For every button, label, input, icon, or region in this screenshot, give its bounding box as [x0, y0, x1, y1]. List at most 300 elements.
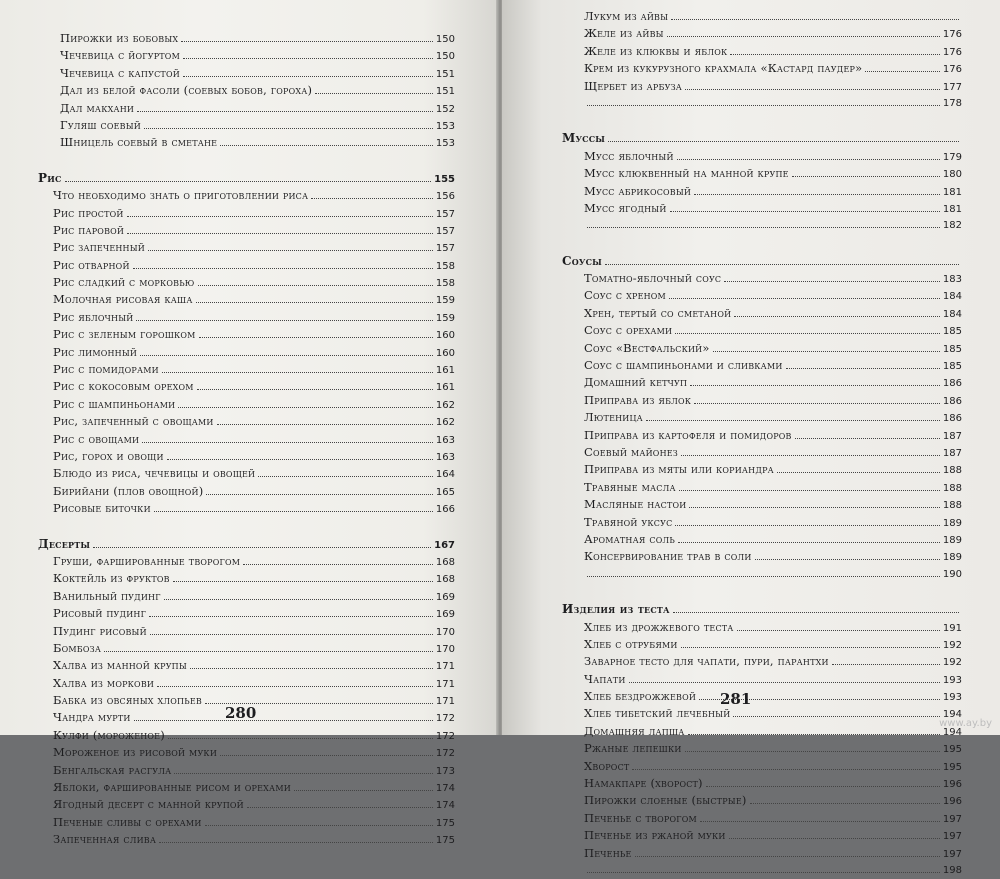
toc-entry	[562, 705, 962, 722]
toc-entry-title: Печеные сливы с орехами	[53, 814, 202, 829]
toc-entry	[38, 65, 455, 82]
toc-page-number: 191	[942, 622, 962, 634]
toc-entry-title: Мусс клюквенный на манной крупе	[584, 166, 789, 181]
toc-page-number: 175	[435, 835, 455, 847]
toc-entry-title: Консервирование трав в соли	[584, 549, 752, 564]
toc-entry	[562, 688, 962, 705]
dot-leader	[694, 403, 940, 404]
toc-entry	[38, 361, 455, 378]
toc-entry-title: Рис, запеченный с овощами	[53, 414, 214, 429]
toc-entry-title: Масляные настои	[584, 497, 687, 512]
toc-page-number: 164	[435, 469, 455, 481]
toc-page-number: 157	[435, 208, 455, 220]
toc-entry-title: Яблоки, фаршированные рисом и орехами	[53, 780, 291, 795]
toc-entry-title: Лютеница	[584, 410, 643, 425]
dot-leader	[217, 424, 433, 425]
toc-entry-title: Печенье с творогом	[584, 810, 697, 825]
toc-entry	[38, 762, 455, 779]
toc-entry	[38, 257, 455, 274]
toc-entry-title: Рис отварной	[53, 257, 130, 272]
toc-page-number: 153	[435, 138, 455, 150]
toc-entry	[38, 291, 455, 308]
toc-entry-title: Пирожки слоеные (быстрые)	[584, 793, 747, 808]
dot-leader	[587, 872, 940, 873]
toc-entry	[562, 78, 962, 95]
dot-leader	[677, 159, 940, 160]
toc-page-number: 161	[435, 382, 455, 394]
toc-entry	[38, 309, 455, 326]
toc-page-number: 183	[942, 274, 962, 286]
toc-entry	[38, 779, 455, 796]
toc-entry	[38, 744, 455, 761]
toc-entry-title: Ржаные лепешки	[584, 741, 682, 756]
toc-entry-title: Соус «Вестфальский»	[584, 340, 710, 355]
toc-page-number: 188	[942, 465, 962, 477]
toc-page-number: 192	[942, 657, 962, 669]
dot-leader	[673, 612, 959, 613]
toc-entry	[38, 675, 455, 692]
toc-page-number: 162	[435, 417, 455, 429]
toc-entry-title: Хлеб из дрожжевого теста	[584, 619, 734, 634]
toc-page-number: 169	[435, 591, 455, 603]
toc-entry-title: Домашняя лапша	[584, 723, 685, 738]
toc-entry-title: Ягодный десерт с манной крупой	[53, 797, 244, 812]
toc-entry-title: Рис с овощами	[53, 431, 140, 446]
dot-leader	[685, 89, 940, 90]
toc-entry	[38, 274, 455, 291]
toc-page-number: 185	[942, 361, 962, 373]
dot-leader	[733, 716, 940, 717]
toc-entry-title: Рис с помидорами	[53, 362, 159, 377]
toc-page-number: 159	[435, 295, 455, 307]
toc-page-number: 186	[942, 413, 962, 425]
toc-entry	[562, 427, 962, 444]
dot-leader	[104, 651, 433, 652]
toc-entry	[38, 796, 455, 813]
toc-entry	[38, 396, 455, 413]
toc-entry-title: Муссы	[562, 131, 606, 146]
toc-entry-title: Рисовые биточки	[53, 501, 151, 516]
toc-entry	[562, 322, 962, 339]
toc-page-number: 198	[942, 864, 962, 876]
dot-leader	[685, 751, 940, 752]
toc-entry-title: Бенгальская расгула	[53, 762, 172, 777]
toc-page-number: 177	[942, 81, 962, 93]
dot-leader	[144, 128, 433, 129]
toc-entry	[562, 862, 962, 879]
toc-entry	[562, 305, 962, 322]
dot-leader	[700, 821, 940, 822]
toc-entry-title: Соевый майонез	[584, 444, 678, 459]
right-toc-list	[562, 8, 962, 879]
dot-leader	[137, 111, 433, 112]
toc-entry	[562, 845, 962, 862]
toc-page-number: 176	[942, 64, 962, 76]
toc-page-number: 170	[435, 626, 455, 638]
dot-leader	[93, 547, 431, 548]
toc-entry-title: Груши, фаршированные творогом	[53, 553, 241, 568]
toc-entry-title: Рис с кокосовым орехом	[53, 379, 194, 394]
toc-entry-title: Дал из белой фасоли (соевых бобов, гороха)	[60, 83, 313, 98]
toc-entry-title: Мусс яблочный	[584, 148, 674, 163]
toc-page-number: 189	[942, 517, 962, 529]
dot-leader	[777, 472, 940, 473]
toc-entry	[562, 444, 962, 461]
right-page	[502, 0, 1000, 876]
dot-leader	[667, 36, 940, 37]
dot-leader	[865, 71, 940, 72]
dot-leader	[678, 542, 940, 543]
toc-page-number: 160	[435, 330, 455, 342]
toc-entry	[562, 671, 962, 688]
left-page	[0, 0, 498, 847]
toc-entry-title: Мусс ягодный	[584, 200, 667, 215]
toc-entry-title: Травяные масла	[584, 479, 676, 494]
dot-leader	[675, 333, 940, 334]
dot-leader	[734, 316, 940, 317]
toc-page-number: 186	[942, 395, 962, 407]
toc-page-number: 150	[435, 34, 455, 45]
toc-page-number: 182	[942, 220, 962, 232]
toc-entry	[562, 653, 962, 670]
toc-entry-title: Чандра мурти	[53, 710, 131, 725]
toc-page-number: 160	[435, 347, 455, 359]
toc-entry	[38, 82, 455, 99]
toc-entry	[38, 205, 455, 222]
dot-leader	[795, 438, 940, 439]
toc-page-number: 150	[435, 51, 455, 63]
section-gap	[38, 152, 455, 170]
toc-section-heading	[562, 253, 962, 270]
toc-entry-title: Кулфи (мороженое)	[53, 727, 165, 742]
toc-page-number: 180	[942, 169, 962, 181]
toc-page-number: 196	[942, 796, 962, 808]
toc-page-number: 187	[942, 430, 962, 442]
toc-page-number: 166	[435, 504, 455, 516]
toc-entry	[38, 187, 455, 204]
toc-entry	[38, 588, 455, 605]
dot-leader	[706, 786, 940, 787]
toc-entry-title: Рис с зеленым горошком	[53, 327, 196, 342]
toc-page-number: 165	[435, 486, 455, 498]
dot-leader	[183, 76, 433, 77]
toc-page-number: 152	[435, 103, 455, 115]
toc-entry-title: Рис лимонный	[53, 344, 138, 359]
toc-page-number: 187	[942, 447, 962, 459]
dot-leader	[198, 285, 433, 286]
section-gap	[562, 112, 962, 130]
dot-leader	[750, 803, 940, 804]
left-toc-list	[38, 30, 455, 849]
right-page-number: 281	[720, 690, 752, 708]
toc-entry	[38, 117, 455, 134]
toc-entry-title: Соус с хреном	[584, 288, 666, 303]
dot-leader	[679, 490, 940, 491]
toc-page-number: 161	[435, 365, 455, 377]
toc-page-number: 197	[942, 813, 962, 825]
toc-page-number: 193	[942, 674, 962, 686]
toc-entry-title: Чечевица с капустой	[60, 65, 180, 80]
dot-leader	[159, 842, 433, 843]
toc-entry	[562, 566, 962, 583]
toc-entry	[562, 43, 962, 60]
toc-entry	[562, 183, 962, 200]
toc-entry-title: Хрен, тертый со сметаной	[584, 305, 732, 320]
toc-page-number: 192	[942, 639, 962, 651]
toc-entry	[562, 775, 962, 792]
toc-entry-title: Соус с орехами	[584, 323, 673, 338]
toc-entry	[38, 413, 455, 430]
toc-entry	[562, 636, 962, 653]
toc-page-number: 155	[434, 173, 455, 185]
toc-entry-title: Бомбоза	[53, 640, 102, 655]
toc-entry-title: Рис, горох и овощи	[53, 448, 164, 463]
toc-entry	[562, 531, 962, 548]
dot-leader	[196, 302, 433, 303]
toc-page-number: 197	[942, 831, 962, 843]
toc-entry	[38, 814, 455, 831]
toc-entry	[562, 217, 962, 234]
toc-entry-title: Изделия из теста	[562, 602, 670, 617]
toc-entry	[38, 657, 455, 674]
toc-entry	[38, 134, 455, 151]
toc-entry	[38, 623, 455, 640]
dot-leader	[197, 389, 433, 390]
dot-leader	[729, 838, 940, 839]
watermark: www.ay.by	[939, 718, 992, 729]
dot-leader	[149, 616, 433, 617]
toc-page-number: 188	[942, 482, 962, 494]
dot-leader	[681, 647, 940, 648]
toc-entry-title: Приправа из картофеля и помидоров	[584, 427, 792, 442]
toc-entry	[562, 827, 962, 844]
dot-leader	[65, 181, 432, 182]
toc-entry	[562, 619, 962, 636]
toc-page-number: 157	[435, 225, 455, 237]
toc-entry-title: Ванильный пудинг	[53, 588, 161, 603]
toc-entry	[562, 340, 962, 357]
toc-page-number: 189	[942, 552, 962, 564]
dot-leader	[178, 407, 433, 408]
toc-entry	[38, 831, 455, 848]
dot-leader	[608, 141, 959, 142]
toc-entry	[562, 479, 962, 496]
toc-page-number: 181	[942, 203, 962, 215]
toc-entry	[562, 461, 962, 478]
dot-leader	[681, 455, 940, 456]
toc-section-heading	[38, 170, 455, 187]
dot-leader	[792, 176, 940, 177]
dot-leader	[148, 250, 433, 251]
dot-leader	[164, 599, 433, 600]
dot-leader	[690, 385, 940, 386]
dot-leader	[755, 559, 940, 560]
toc-entry	[38, 483, 455, 500]
toc-page-number: 184	[942, 291, 962, 303]
toc-page-number: 163	[435, 434, 455, 446]
dot-leader	[168, 738, 433, 739]
toc-page-number: 171	[435, 696, 455, 708]
toc-entry	[38, 500, 455, 517]
toc-entry-title: Рис паровой	[53, 222, 125, 237]
dot-leader	[167, 459, 433, 460]
toc-entry	[38, 47, 455, 64]
toc-entry-title: Рис	[38, 170, 62, 185]
toc-entry-title: Рис сладкий с морковью	[53, 275, 195, 290]
toc-page-number: 169	[435, 609, 455, 621]
toc-page-number: 178	[942, 97, 962, 109]
dot-leader	[206, 494, 433, 495]
toc-section-heading	[562, 130, 962, 147]
dot-leader	[205, 825, 433, 826]
toc-page-number: 175	[435, 817, 455, 829]
toc-entry	[38, 640, 455, 657]
toc-page-number: 193	[942, 692, 962, 704]
toc-entry-title: Домашний кетчуп	[584, 375, 688, 390]
toc-entry	[562, 148, 962, 165]
toc-entry	[562, 8, 962, 25]
dot-leader	[311, 198, 433, 199]
toc-page-number: 168	[435, 556, 455, 568]
toc-entry-title: Молочная рисовая каша	[53, 292, 193, 307]
dot-leader	[737, 630, 940, 631]
toc-page-number: 167	[434, 539, 455, 551]
toc-entry	[38, 326, 455, 343]
dot-leader	[689, 507, 939, 508]
toc-page-number: 190	[942, 568, 962, 580]
toc-page-number: 194	[942, 726, 962, 738]
toc-entry-title: Рисовый пудинг	[53, 606, 147, 621]
toc-entry-title: Бабка из овсяных хлопьев	[53, 693, 202, 708]
toc-page-number: 172	[435, 748, 455, 760]
dot-leader	[629, 682, 940, 683]
dot-leader	[142, 442, 433, 443]
toc-page-number: 151	[435, 68, 455, 80]
dot-leader	[134, 720, 433, 721]
toc-entry-title: Заварное тесто для чапати, пури, парантхи	[584, 654, 829, 669]
toc-entry	[562, 548, 962, 565]
dot-leader	[786, 368, 940, 369]
toc-page-number: 176	[942, 46, 962, 58]
toc-entry	[562, 287, 962, 304]
toc-entry-title: Десерты	[38, 536, 91, 551]
toc-page-number: 188	[942, 500, 962, 512]
toc-page-number: 184	[942, 308, 962, 320]
toc-page-number: 171	[435, 678, 455, 690]
toc-entry	[562, 723, 962, 740]
toc-entry	[38, 605, 455, 622]
toc-entry-title: Приправа из яблок	[584, 392, 692, 407]
dot-leader	[133, 268, 433, 269]
toc-entry-title: Рис с шампиньонами	[53, 396, 176, 411]
toc-entry-title: Чечевица с йогуртом	[60, 48, 180, 63]
dot-leader	[587, 576, 940, 577]
dot-leader	[173, 581, 433, 582]
toc-page-number: 172	[435, 730, 455, 742]
toc-entry	[38, 222, 455, 239]
toc-entry-title: Ароматная соль	[584, 531, 675, 546]
dot-leader	[713, 351, 940, 352]
dot-leader	[162, 372, 433, 373]
dot-leader	[671, 19, 959, 20]
toc-page-number: 189	[942, 534, 962, 546]
toc-page-number: 170	[435, 643, 455, 655]
dot-leader	[294, 790, 433, 791]
dot-leader	[220, 755, 433, 756]
toc-entry-title: Хлеб бездрожжевой	[584, 689, 697, 704]
dot-leader	[688, 734, 940, 735]
dot-leader	[632, 769, 939, 770]
section-gap	[562, 583, 962, 601]
toc-entry-title: Бирийани (плов овощной)	[53, 483, 204, 498]
toc-page-number: 162	[435, 399, 455, 411]
toc-page-number: 194	[942, 709, 962, 721]
toc-entry	[38, 465, 455, 482]
dot-leader	[247, 807, 433, 808]
toc-page-number: 156	[435, 191, 455, 203]
toc-page-number: 185	[942, 343, 962, 355]
toc-entry	[562, 392, 962, 409]
toc-entry	[38, 378, 455, 395]
toc-entry-title: Рис яблочный	[53, 309, 134, 324]
toc-entry	[562, 496, 962, 513]
toc-entry-title: Травяной уксус	[584, 514, 673, 529]
toc-entry-title: Пирожки из бобовых	[60, 31, 179, 45]
dot-leader	[587, 105, 940, 106]
toc-page-number: 151	[435, 86, 455, 98]
dot-leader	[669, 298, 940, 299]
toc-page-number: 185	[942, 326, 962, 338]
toc-entry	[38, 431, 455, 448]
toc-entry-title: Мороженое из рисовой муки	[53, 745, 217, 760]
dot-leader	[315, 93, 433, 94]
toc-entry-title: Хворост	[584, 758, 630, 773]
dot-leader	[646, 420, 940, 421]
toc-page-number: 171	[435, 661, 455, 673]
dot-leader	[127, 233, 433, 234]
dot-leader	[258, 476, 433, 477]
toc-entry	[38, 448, 455, 465]
toc-page-number: 158	[435, 278, 455, 290]
toc-entry-title: Соусы	[562, 253, 602, 268]
toc-entry	[38, 553, 455, 570]
dot-leader	[220, 145, 433, 146]
toc-entry-title: Халва из манной крупы	[53, 658, 187, 673]
toc-entry-title: Хлеб с отрубями	[584, 636, 678, 651]
toc-entry	[562, 514, 962, 531]
toc-entry	[562, 409, 962, 426]
toc-entry	[38, 239, 455, 256]
toc-entry-title: Печенье	[584, 845, 632, 860]
toc-page-number: 186	[942, 378, 962, 390]
toc-entry-title: Крем из кукурузного крахмала «Кастард паудер»	[584, 61, 863, 76]
section-gap	[38, 518, 455, 536]
toc-page-number: 174	[435, 783, 455, 795]
toc-entry-title: Дал макхани	[60, 100, 135, 115]
toc-entry-title: Гуляш соевый	[60, 117, 141, 132]
toc-entry-title: Мусс абрикосовый	[584, 183, 692, 198]
toc-entry-title: Халва из моркови	[53, 675, 155, 690]
toc-entry-title: Коктейль из фруктов	[53, 571, 170, 586]
toc-entry	[562, 758, 962, 775]
left-page-number: 280	[225, 704, 257, 722]
toc-entry	[562, 200, 962, 217]
dot-leader	[587, 227, 940, 228]
dot-leader	[605, 264, 959, 265]
dot-leader	[150, 634, 433, 635]
toc-page-number: 179	[942, 151, 962, 163]
toc-entry	[562, 740, 962, 757]
